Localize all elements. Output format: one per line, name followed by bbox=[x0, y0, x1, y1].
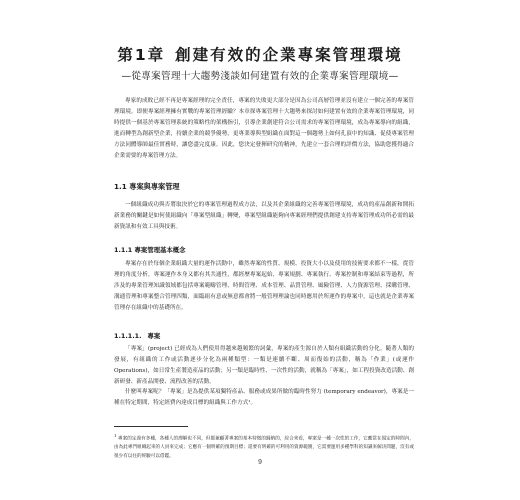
section-1-1-1-1-paragraph-2: 什麼叫專案呢？「專案」是為提供某項獨特產品、服務或成果所做的臨時性努力 (temporary endeavor)，專案是一種在特定期間，特定經費內達成目標的組織與工作方式¹。 bbox=[114, 389, 414, 406]
chapter-subtitle: —從專案管理十大趨勢淺談如何建置有效的企業專案管理環境— bbox=[121, 71, 399, 82]
section-title: 專案與專案管理 bbox=[129, 182, 180, 191]
section-heading-1-1 bbox=[114, 182, 180, 192]
page-number: 9 bbox=[258, 459, 262, 466]
section-heading-1-1-1-1 bbox=[114, 331, 160, 340]
section-1-1-paragraph: 一個組織成功與否將取決於它的專案管理過程成方法，以及其企業組織的完善專案管理環境，成功的產品創新和開拓新業務的關鍵是如何使組織向「專案型組織」轉變，專案型組織能夠向專案經理們提供創建支持專案管理成功所必需的最新資訊和有效工具與技術。 bbox=[114, 202, 414, 230]
chapter-title-text: 創建有效的企業專案管理環境 bbox=[175, 46, 403, 64]
section-1-1-1-1-paragraph-1: 「專案」(project) 已經成為人們使用得越來越頻繁的詞彙，專案的產生源自於人類有組織活動的分化。隨著人類的發展，有組織的工作或活動逐步分化為兩種類型：一類是連續不斷、周而復始的活動，稱為「作業」(或運作 Operations)，如日常生產製造產品的活動；另一類是臨時性、一次性的活動，就稱為「專案」，如工程投資改造活動、創新研發、新產品開發、流程改善的活動。 bbox=[114, 346, 414, 385]
section-title: 專案管理基本概念 bbox=[134, 246, 186, 254]
chapter-number: 第1章 bbox=[117, 46, 166, 64]
section-heading-1-1-1 bbox=[114, 245, 186, 254]
section-1-1-1-paragraph: 專案存在於每個企業組織大量的運作活動中，雖然專案的性質、規模、投資大小以及使用的技術要求都不一樣，從管理的角度分析，專案運作本身又都有其共通性，都經歷專案起始、專案規劃、專案執行、專案控制和專案結束等過程，所涉及的專業管理知識領域都包括專案範疇管理、時間管理、成本管理、品質管理、風險管理、人力資源管理、採購管理、溝通管理和專案整合管理四類，面臨組有意或無意都會將一般管理理論也同時應用於所運作的專案中，這也就是企業專案管理存在組織中的基礎所在。 bbox=[114, 261, 414, 311]
chapter-title bbox=[0, 43, 520, 65]
footnote-marker: 1 bbox=[114, 433, 117, 438]
footnote-text: 專案的定義有多種，各種人的理解也不同，但都兼顧著專案的基本特徵的歸納的，綜合來看，專案是一種一次性的工作，它應當在規定的時間內，由為此專門組織起來的人員來完成；它應有一個明確的預期目標；還要有明確的可利用的資源範圍，它需要運用多種學科的知識來解決問題，沒有或很少有以往的經驗可以借鑑。 bbox=[114, 436, 414, 459]
section-number: 1.1.1 bbox=[114, 246, 133, 254]
footnote-divider bbox=[114, 426, 188, 427]
section-number: 1.1.1.1. bbox=[114, 332, 142, 340]
section-number: 1.1 bbox=[114, 182, 127, 191]
section-title: 專案 bbox=[147, 332, 161, 340]
footnote bbox=[114, 432, 414, 461]
intro-paragraph: 專家的成敗已經不再是專案經理的完全責任，專案的失敗更大部分是因為公司高層管理並沒有建立一個完善的專案管理環境。即便專案經理擁有實戰的專案管理經驗？本章探專案管理十大趨勢來探討如何建置有效的企業專案管理環境，同時提供一個基於專案管理系統的策略性的架構指引，引導企業創建符合公司需求的專案管理環境，成為專案導向的組織，進而轉型為創新型企業，持續企業的競爭優勢，更專業導與型組織在面對這一個趨勢上如何孔頂中的知識、促使專案管理方法同體導師最佳實務時，讓您盡完度康。因此，您決定發揮研究的精神，先建立一套合理的評價方法，協助您獲得適合企業需要的專案管理方法。 bbox=[114, 98, 414, 159]
